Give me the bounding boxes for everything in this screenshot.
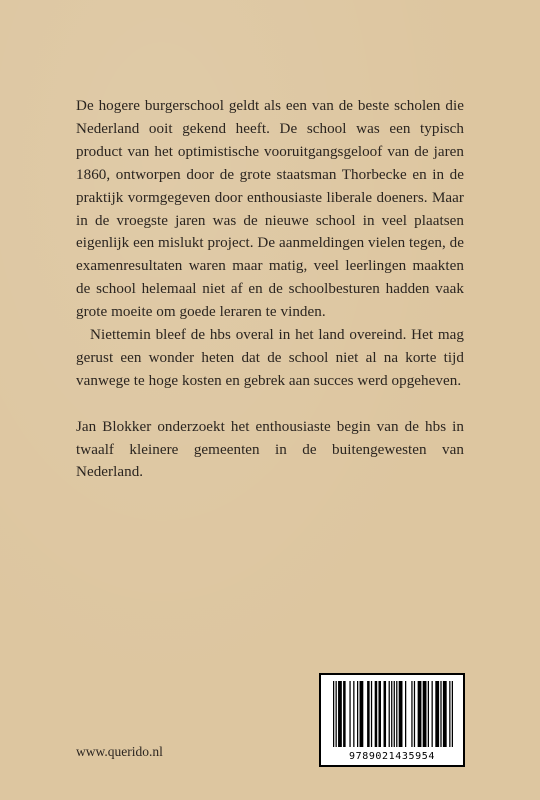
barcode-bar [371,681,372,747]
blurb-text [76,95,464,484]
barcode [319,673,465,767]
barcode-bar [367,681,370,747]
barcode-bar [452,681,453,747]
barcode-bars [333,681,453,747]
publisher-website: www.querido.nl [76,744,163,759]
barcode-bar [338,681,342,747]
barcode-bar [449,681,450,747]
barcode-bar [360,681,364,747]
barcode-bar [440,681,441,747]
barcode-bar [418,681,422,747]
barcode-bar [357,681,358,747]
barcode-bar [389,681,390,747]
barcode-bar [428,681,429,747]
barcode-bar [435,681,439,747]
barcode-bar [423,681,427,747]
barcode-bar [411,681,412,747]
barcode-bar [405,681,406,747]
blurb-paragraph-2: Niettemin bleef de hbs overal in het land overeind. Het mag gerust een wonder heten dat de school niet al na korte tijd vanwege te hoge kosten en gebrek aan succes werd opgeheven. [76,327,464,389]
barcode-bar [396,681,397,747]
blurb-paragraph-1: De hogere burgerschool geldt als een van de beste scholen die Nederland ooit gekend heeft. De school was een typisch product van het optimistische vooruitgangsgeloof van de jaren 1860, ontworpen door de grote staatsman Thorbecke en in de praktijk vormgegeven door enthousiaste liberale doeners. Maar in de vroegste jaren was de nieuwe school in veel plaatsen eigenlijk een mislukt project. De aanmeldingen vielen tegen, de examenresultaten waren maar matig, veel leerlingen maakten de school helemaal niet af en de schoolbesturen hadden vaak grote moeite om goede leraren te vinden. [76,98,464,321]
barcode-bar [343,681,346,747]
barcode-bar [399,681,403,747]
barcode-bar [443,681,447,747]
isbn-number: 9789021435954 [348,751,436,762]
barcode-bar [414,681,415,747]
barcode-bar [384,681,387,747]
blurb-paragraph-3: Jan Blokker onderzoekt het enthousiaste begin van de hbs in twaalf kleinere gemeenten in de buitengewesten van Nederland. [76,418,464,481]
barcode-bar [394,681,395,747]
barcode-bar [333,681,334,747]
barcode-bar [336,681,337,747]
barcode-bar [391,681,392,747]
barcode-bar [432,681,433,747]
barcode-bar [349,681,350,747]
barcode-bar [375,681,378,747]
barcode-bar [378,681,381,747]
barcode-bar [353,681,354,747]
